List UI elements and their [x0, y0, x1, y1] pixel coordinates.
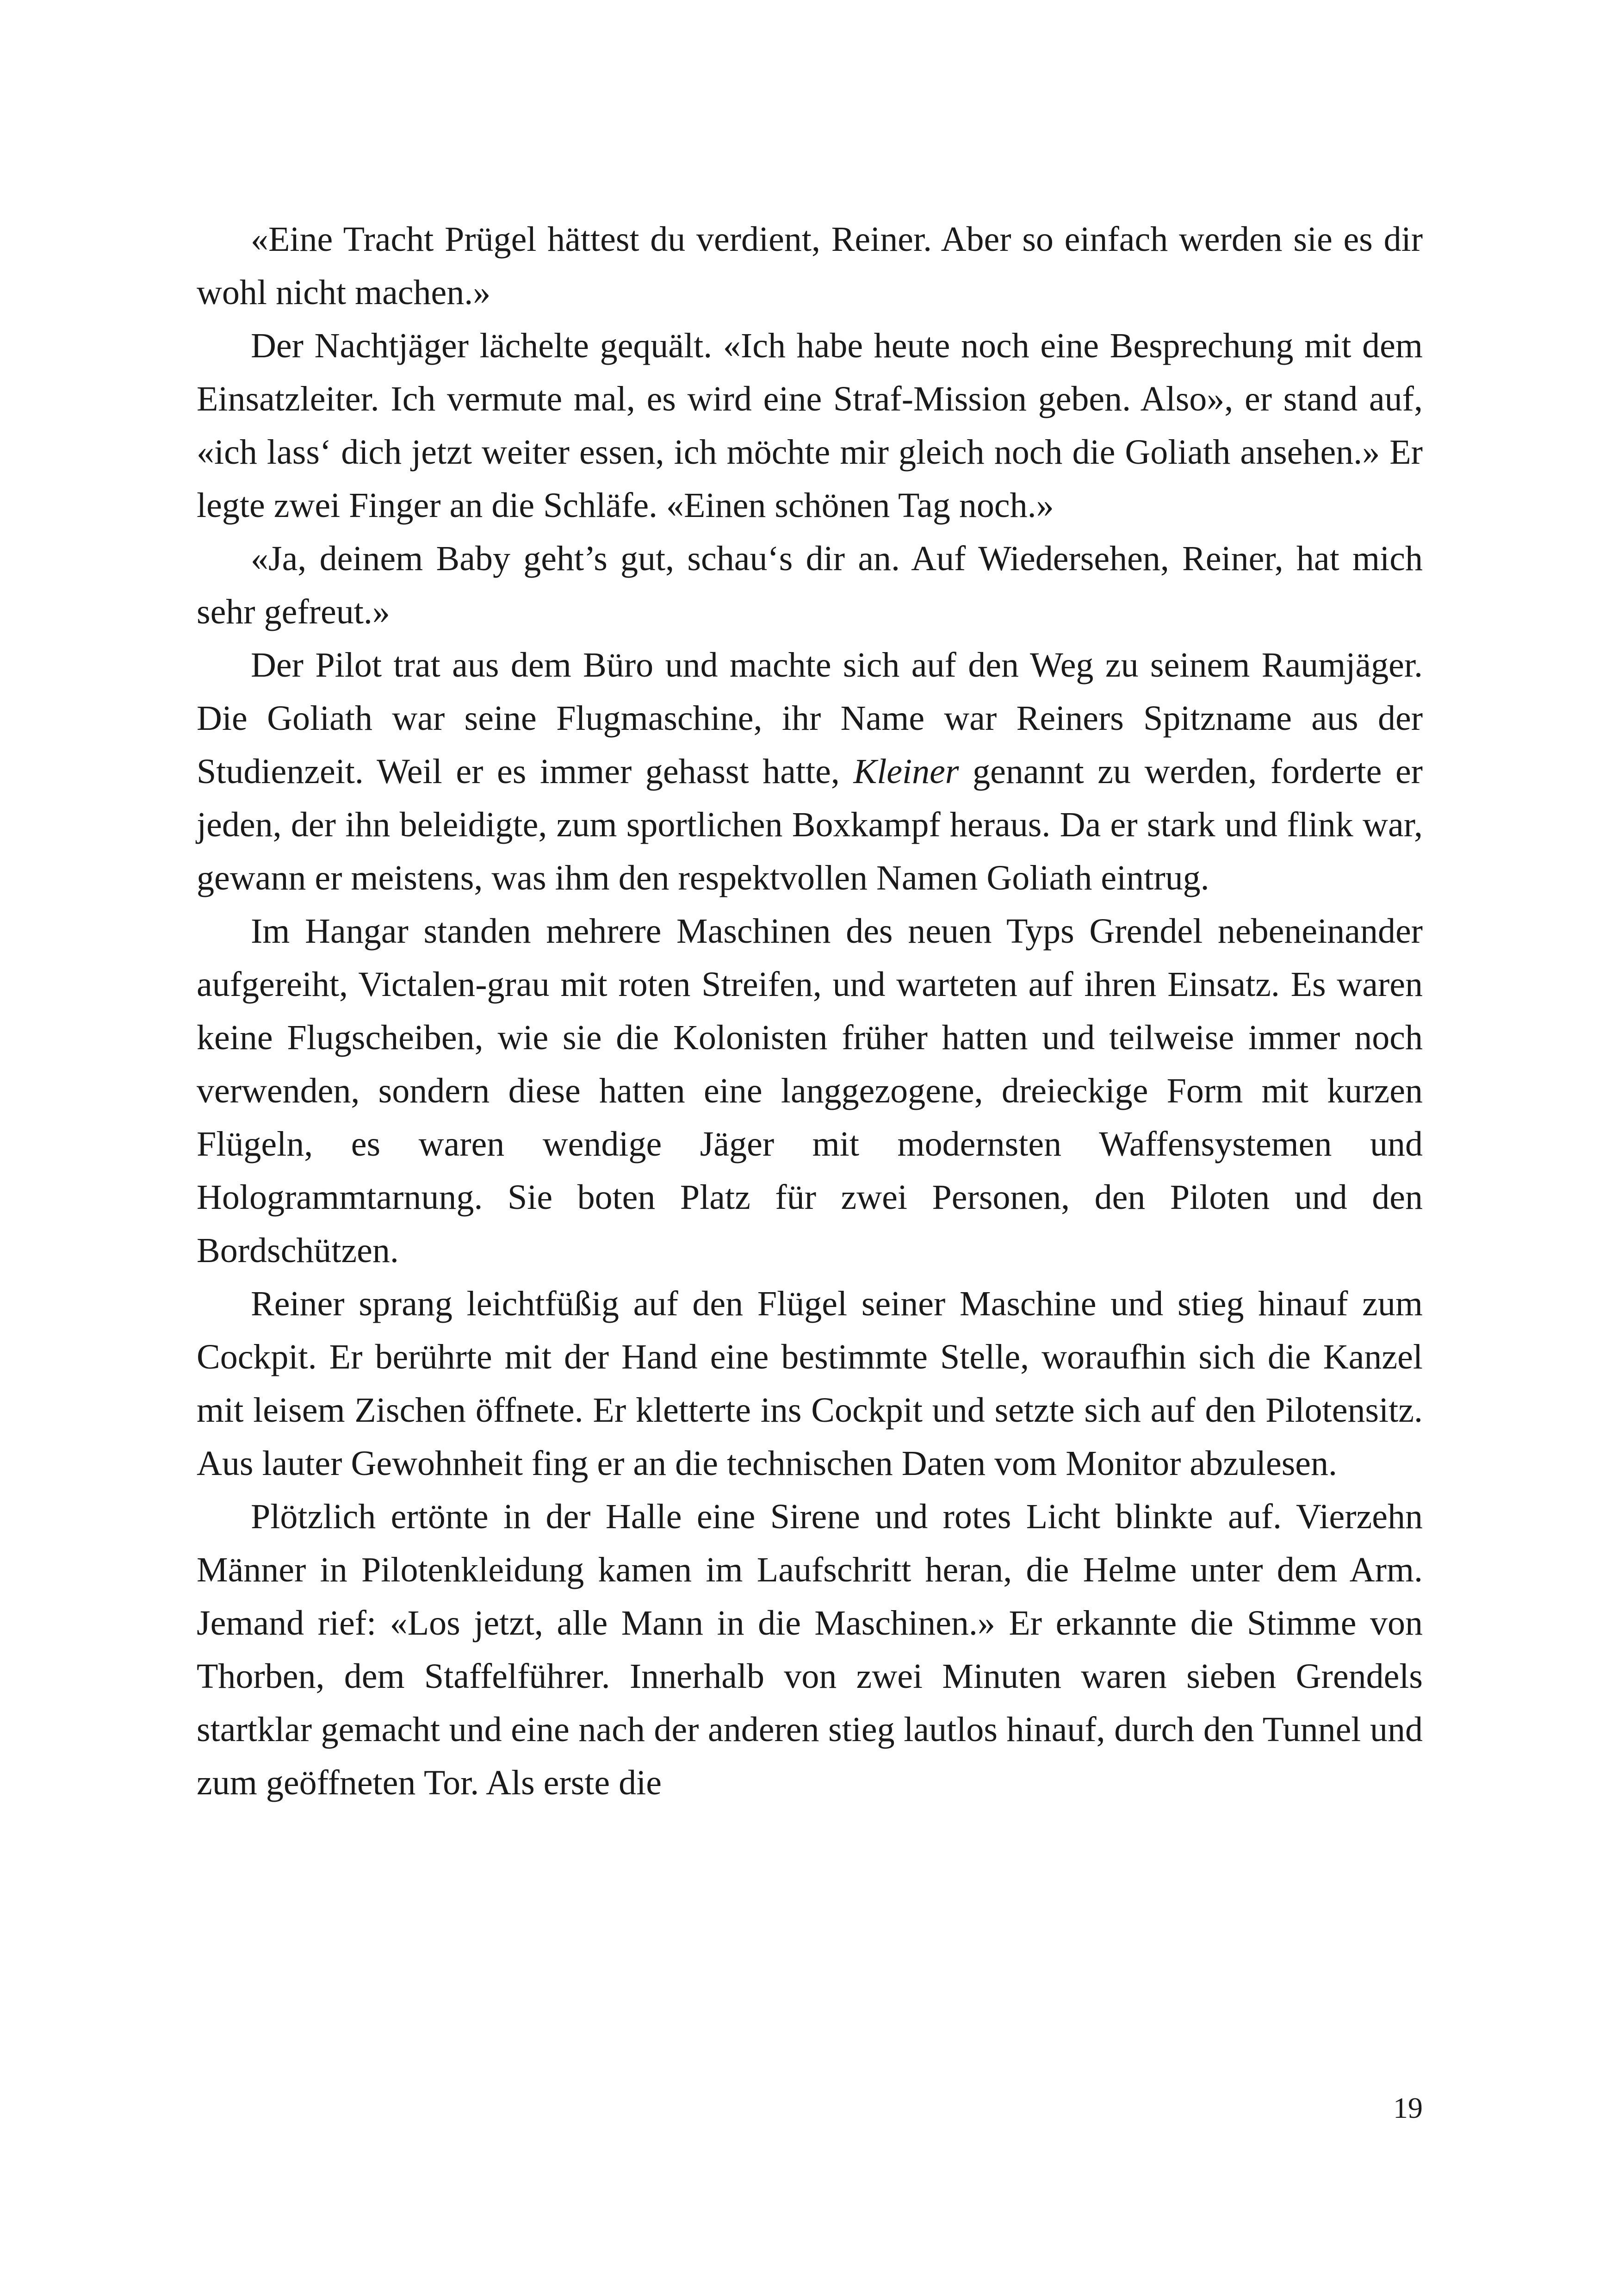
paragraph [197, 1490, 1423, 1810]
paragraph-text: Plötzlich ertönte in der Halle eine Sirene und rotes Licht blinkte auf. Vierzehn Männer in Pilotenkleidung kamen im Laufschritt heran, die Helme unter dem Arm. Jemand rief: «Los jetzt, alle Mann in die Maschinen.» Er erkannte die Stimme von Thorben, dem Staffelführer. Innerhalb von zwei Minuten waren sieben Grendels startklar gemacht und eine nach der anderen stieg lautlos hinauf, durch den Tunnel und zum geöffneten Tor. Als erste die [197, 1497, 1423, 1802]
paragraph-text: Der Pilot trat aus dem Büro und machte sich auf den Weg zu seinem Raumjäger. Die Goliath war seine Flugmaschine, ihr Name war Reiners Spitzname aus der Studienzeit. Weil er es immer gehasst hatte, [197, 646, 1423, 791]
paragraph-text: Reiner sprang leichtfüßig auf den Flügel seiner Maschine und stieg hinauf zum Cockpit. Er berührte mit der Hand eine bestimmte Stelle, woraufhin sich die Kanzel mit leisem Zischen öffnete. Er kletterte ins Cockpit und setzte sich auf den Pilotensitz. Aus lauter Gewohnheit fing er an die technischen Daten vom Monitor abzulesen. [197, 1284, 1423, 1483]
paragraph [197, 639, 1423, 905]
paragraph-text: Der Nachtjäger lächelte gequält. «Ich habe heute noch eine Besprechung mit dem Einsatzleiter. Ich vermute mal, es wird eine Straf-Mission geben. Also», er stand auf, «ich lass‘ dich jetzt weiter essen, ich möchte mir gleich noch die Goliath ansehen.» Er legte zwei Finger an die Schläfe. «Einen schönen Tag noch.» [197, 326, 1423, 525]
paragraph-text: genannt zu werden, forderte er jeden, der ihn beleidigte, zum sportlichen Boxkampf heraus. Da er stark und flink war, gewann er meistens, was ihm den respektvollen Namen Goliath eintrug. [197, 752, 1423, 897]
paragraph-text: Im Hangar standen mehrere Maschinen des neuen Typs Grendel nebeneinander aufgereiht, Victalen-grau mit roten Streifen, und warteten auf ihren Einsatz. Es waren keine Flugscheiben, wie sie die Kolonisten früher hatten und teilweise immer noch verwenden, sondern diese hatten eine langgezogene, dreieckige Form mit kurzen Flügeln, es waren wendige Jäger mit modernsten Waffensystemen und Hologrammtarnung. Sie boten Platz für zwei Personen, den Piloten und den Bordschützen. [197, 912, 1423, 1270]
paragraph [197, 213, 1423, 319]
page-number: 19 [1393, 2091, 1423, 2124]
paragraph-text: «Ja, deinem Baby geht’s gut, schau‘s dir an. Auf Wiedersehen, Reiner, hat mich sehr gefreut.» [197, 539, 1423, 631]
paragraph [197, 905, 1423, 1277]
body-text [197, 213, 1423, 1810]
paragraph [197, 532, 1423, 639]
italic-word: Kleiner [853, 752, 959, 791]
paragraph [197, 319, 1423, 532]
paragraph-text: «Eine Tracht Prügel hättest du verdient, Reiner. Aber so einfach werden sie es dir wohl nicht machen.» [197, 220, 1423, 312]
paragraph [197, 1277, 1423, 1490]
